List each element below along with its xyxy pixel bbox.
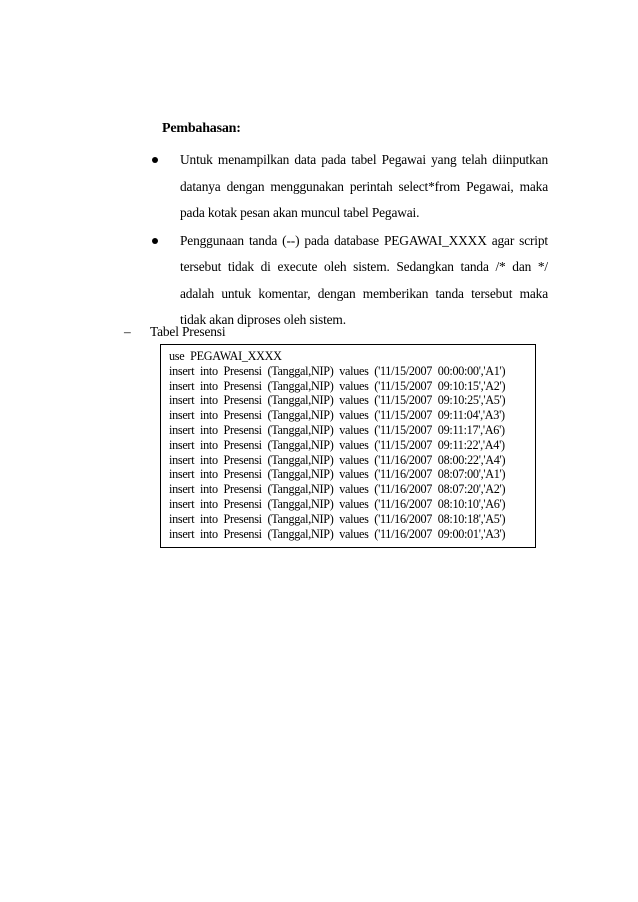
code-line: use PEGAWAI_XXXX: [169, 349, 282, 363]
tabel-presensi-item: [124, 324, 225, 340]
code-line: insert into Presensi (Tanggal,NIP) values ('11/15/2007 09:11:22','A4'): [169, 437, 505, 452]
code-line: insert into Presensi (Tanggal,NIP) values ('11/16/2007 08:10:10','A6'): [169, 496, 506, 511]
dash-icon: –: [124, 324, 131, 339]
code-line: insert into Presensi (Tanggal,NIP) values ('11/15/2007 09:10:25','A5'): [169, 393, 506, 408]
code-line: insert into Presensi (Tanggal,NIP) values ('11/15/2007 09:11:04','A3'): [169, 408, 505, 423]
code-line: insert into Presensi (Tanggal,NIP) values ('11/15/2007 09:11:17','A6'): [169, 422, 505, 437]
code-line: insert into Presensi (Tanggal,NIP) values ('11/15/2007 00:00:00','A1'): [169, 363, 506, 378]
code-line: insert into Presensi (Tanggal,NIP) values ('11/16/2007 08:07:00','A1'): [169, 467, 506, 482]
bullet-dot-icon: [152, 238, 158, 244]
bullet-list: [150, 147, 548, 335]
code-line: insert into Presensi (Tanggal,NIP) values ('11/16/2007 08:07:20','A2'): [169, 482, 506, 497]
bullet-text: Untuk menampilkan data pada tabel Pegawai yang telah diinputkan datanya dengan menggunakan perintah select*from Pegawai, maka pada kotak pesan akan muncul tabel Pegawai.: [180, 152, 548, 220]
section-heading: Pembahasan:: [162, 121, 241, 136]
code-line: insert into Presensi (Tanggal,NIP) values ('11/16/2007 08:00:22','A4'): [169, 452, 506, 467]
bullet-dot-icon: [152, 157, 158, 163]
sql-code-box: [160, 344, 536, 548]
bullet-item-1: [150, 147, 548, 227]
code-line: insert into Presensi (Tanggal,NIP) values ('11/16/2007 08:10:18','A5'): [169, 511, 506, 526]
code-line: insert into Presensi (Tanggal,NIP) values ('11/15/2007 09:10:15','A2'): [169, 378, 506, 393]
code-line: insert into Presensi (Tanggal,NIP) values ('11/16/2007 09:00:01','A3'): [169, 526, 506, 541]
bullet-item-2: [150, 228, 548, 334]
tabel-presensi-label: Tabel Presensi: [150, 324, 226, 339]
bullet-text: Penggunaan tanda (--) pada database PEGAWAI_XXXX agar script tersebut tidak di execute oleh sistem. Sedangkan tanda /* dan */ adalah untuk komentar, dengan memberikan tanda tersebut maka tidak akan diproses oleh sistem.: [180, 232, 548, 327]
